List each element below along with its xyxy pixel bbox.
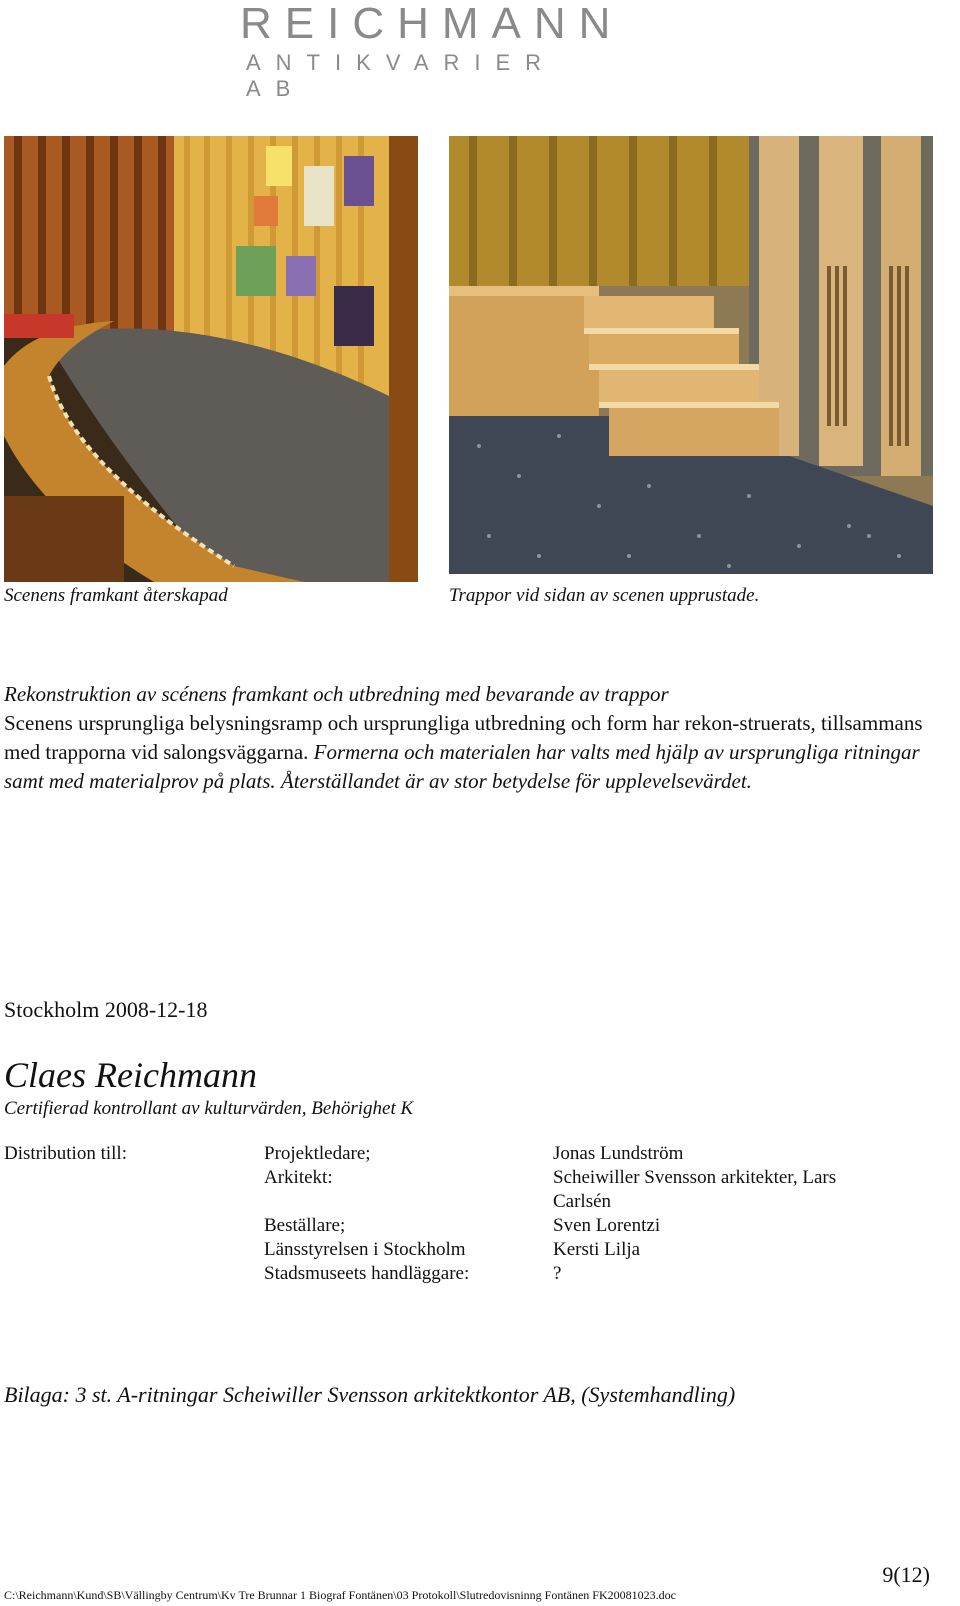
signature-name: Claes Reichmann: [4, 1055, 257, 1095]
distribution-label: Distribution till:: [4, 1143, 127, 1164]
footer-file-path: C:\Reichmann\Kund\SB\Vällingby Centrum\Kv Tre Brunnar 1 Biograf Fontänen\03 Protokoll\Slutredovisninng Fontänen FK20081023.doc: [4, 1588, 676, 1602]
photo-stage-stairs: [449, 136, 933, 574]
distribution-recipient: Jonas Lundström: [553, 1143, 684, 1164]
page-number: 9(12): [882, 1562, 930, 1587]
distribution-recipient: Sven Lorentzi: [553, 1215, 661, 1236]
section-heading: Rekonstruktion av scénens framkant och utbredning med bevarande av trappor: [4, 682, 669, 706]
body-paragraph: [4, 680, 934, 796]
company-logo-subtitle: ANTIKVARIER AB: [246, 50, 557, 101]
distribution-role: Stadsmuseets handläggare:: [264, 1263, 470, 1284]
photo-caption-left: Scenens framkant återskapad: [4, 585, 228, 606]
distribution-recipient: ?: [553, 1263, 562, 1284]
photo-stage-front: [4, 136, 418, 582]
distribution-role: Projektledare;: [264, 1143, 371, 1164]
photo-caption-right: Trappor vid sidan av scenen upprustade.: [449, 585, 760, 606]
body-text-italic: Formerna och materialen har valts med hjälp av ursprungliga ritningar samt med materialprov på plats. Återställandet är av stor betydelse för upplevelsevärdet.: [4, 740, 920, 793]
distribution-role: Arkitekt:: [264, 1167, 333, 1188]
signature-title: Certifierad kontrollant av kulturvärden, Behörighet K: [4, 1098, 414, 1119]
distribution-role: Länsstyrelsen i Stockholm: [264, 1239, 466, 1260]
attachment-note: Bilaga: 3 st. A-ritningar Scheiwiller Svensson arkitektkontor AB, (Systemhandling): [4, 1382, 736, 1407]
distribution-role: Beställare;: [264, 1215, 346, 1236]
company-logo-name: REICHMANN: [240, 0, 624, 48]
distribution-recipient: Scheiwiller Svensson arkitekter, Lars Carlsén: [553, 1167, 837, 1212]
place-date: Stockholm 2008-12-18: [4, 997, 208, 1022]
distribution-recipient: Kersti Lilja: [553, 1239, 641, 1260]
body-text-plain: Scenens ursprungliga belysningsramp och ursprungliga utbredning och form har rekon-struerats, tillsammans med trapporna vid salongsväggarna.: [4, 711, 923, 764]
